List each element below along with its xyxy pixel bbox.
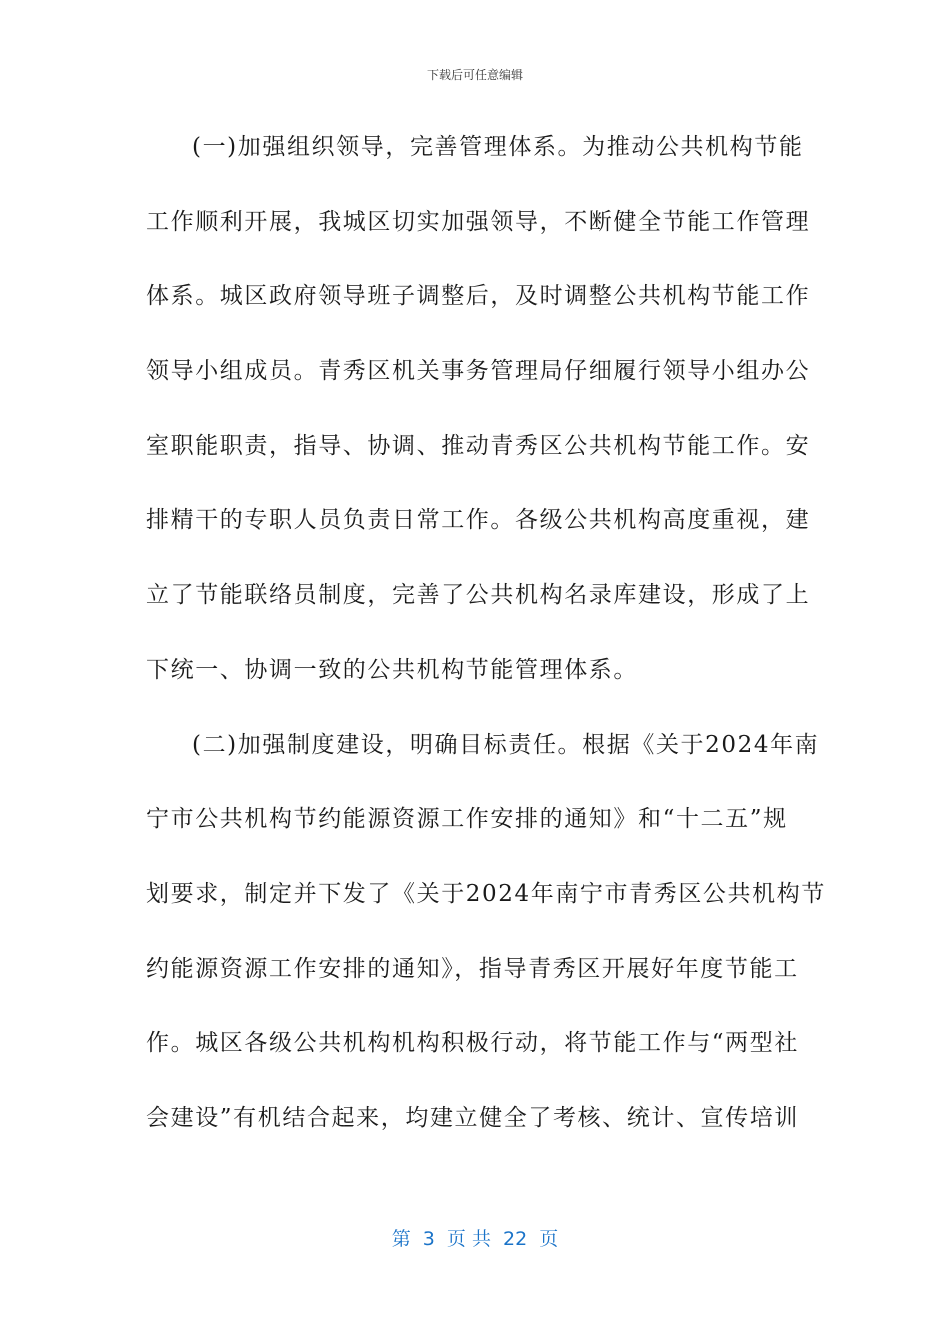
- paragraph-2-line-2: 宁市公共机构节约能源资源工作安排的通知》和“十二五”规: [146, 806, 788, 833]
- document-body: [146, 118, 826, 1164]
- page-header-note: 下载后可任意编辑: [426, 68, 523, 82]
- paragraph-1-line-1: (一)加强组织领导，完善管理体系。为推动公共机构节能: [192, 134, 804, 160]
- paragraph-1-line-8: 下统一、协调一致的公共机构节能管理体系。: [146, 656, 638, 683]
- paragraph-2-line-3: 划要求，制定并下发了《关于2024年南宁市青秀区公共机构节: [146, 880, 826, 907]
- paragraph-2-line-4: 约能源资源工作安排的通知》，指导青秀区开展好年度节能工: [146, 955, 799, 982]
- paragraph-1-line-7: 立了节能联络员制度，完善了公共机构名录库建设，形成了上: [146, 582, 811, 609]
- paragraph-2-line-5: 作。城区各级公共机构机构积极行动，将节能工作与“两型社: [146, 1030, 799, 1057]
- paragraph-2-line-1: (二)加强制度建设，明确目标责任。根据《关于2024年南: [192, 731, 820, 758]
- paragraph-1-line-5: 室职能职责，指导、协调、推动青秀区公共机构节能工作。安: [146, 432, 811, 459]
- paragraph-2-line-6: 会建设”有机结合起来，均建立健全了考核、统计、宣传培训: [146, 1104, 799, 1131]
- paragraph-1-line-3: 体系。城区政府领导班子调整后，及时调整公共机构节能工作: [146, 283, 811, 310]
- paragraph-1-line-6: 排精干的专职人员负责日常工作。各级公共机构高度重视，建: [146, 507, 811, 534]
- paragraph-1-line-2: 工作顺利开展，我城区切实加强领导，不断健全节能工作管理: [146, 208, 811, 235]
- page-number-footer: 第 3 页 共 22 页: [391, 1228, 559, 1250]
- paragraph-1-line-4: 领导小组成员。青秀区机关事务管理局仔细履行领导小组办公: [146, 358, 811, 385]
